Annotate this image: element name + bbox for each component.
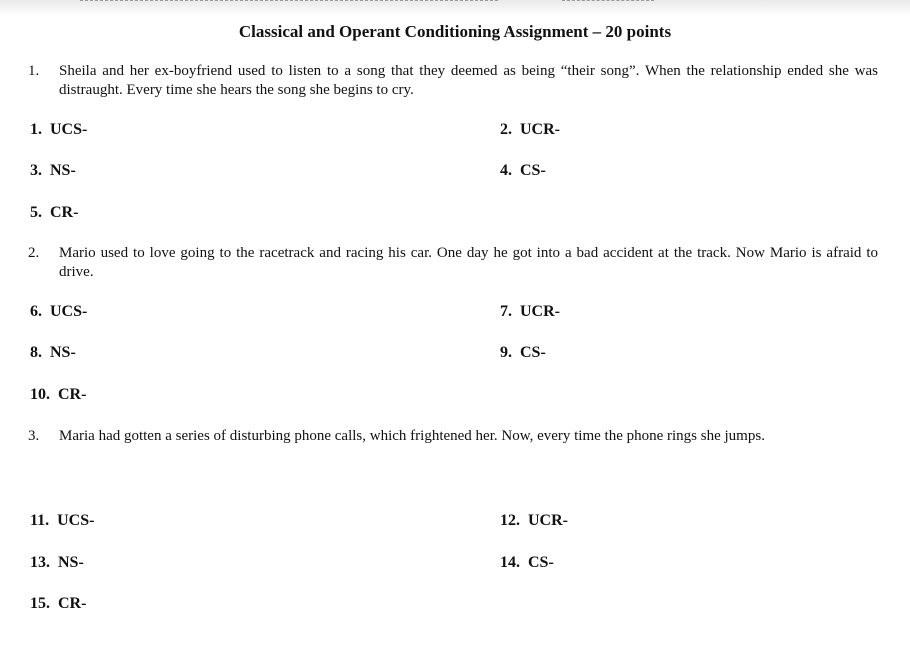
top-dashed-rule-right [562, 0, 654, 1]
question-3 [28, 427, 878, 446]
question-1-number: 1. [28, 63, 40, 79]
answer-item-10: 10. CR- [30, 386, 87, 403]
answer-item-9: 9. CS- [500, 344, 546, 361]
answer-item-6: 6. UCS- [30, 303, 88, 320]
answer-item-4: 4. CS- [500, 162, 546, 179]
answer-item-14: 14. CS- [500, 554, 554, 571]
answer-item-7: 7. UCR- [500, 303, 560, 320]
question-2 [28, 244, 878, 282]
answer-item-12: 12. UCR- [500, 512, 568, 529]
assignment-title: Classical and Operant Conditioning Assignment – 20 points [238, 22, 672, 41]
answer-item-15: 15. CR- [30, 595, 87, 612]
answer-item-1: 1. UCS- [30, 121, 88, 138]
answer-item-13: 13. NS- [30, 554, 84, 571]
answer-item-8: 8. NS- [30, 344, 76, 361]
question-3-number: 3. [28, 428, 40, 444]
question-2-text: Mario used to love going to the racetrack and racing his car. One day he got into a bad accident at the track. Now Mario is afraid to drive. [59, 245, 878, 280]
question-3-text: Maria had gotten a series of disturbing phone calls, which frightened her. Now, every time the phone rings she jumps. [59, 428, 765, 444]
page-top-edge [0, 0, 910, 16]
top-dashed-rule-left [80, 0, 498, 1]
answer-item-2: 2. UCR- [500, 121, 560, 138]
question-1-text: Sheila and her ex-boyfriend used to listen to a song that they deemed as being “their song”. When the relationship ended she was distraught. Every time she hears the song she begins to cry. [59, 63, 878, 98]
answer-item-11: 11. UCS- [30, 512, 95, 529]
question-2-number: 2. [28, 245, 40, 261]
question-1 [28, 62, 878, 100]
answer-item-5: 5. CR- [30, 204, 79, 221]
answer-item-3: 3. NS- [30, 162, 76, 179]
